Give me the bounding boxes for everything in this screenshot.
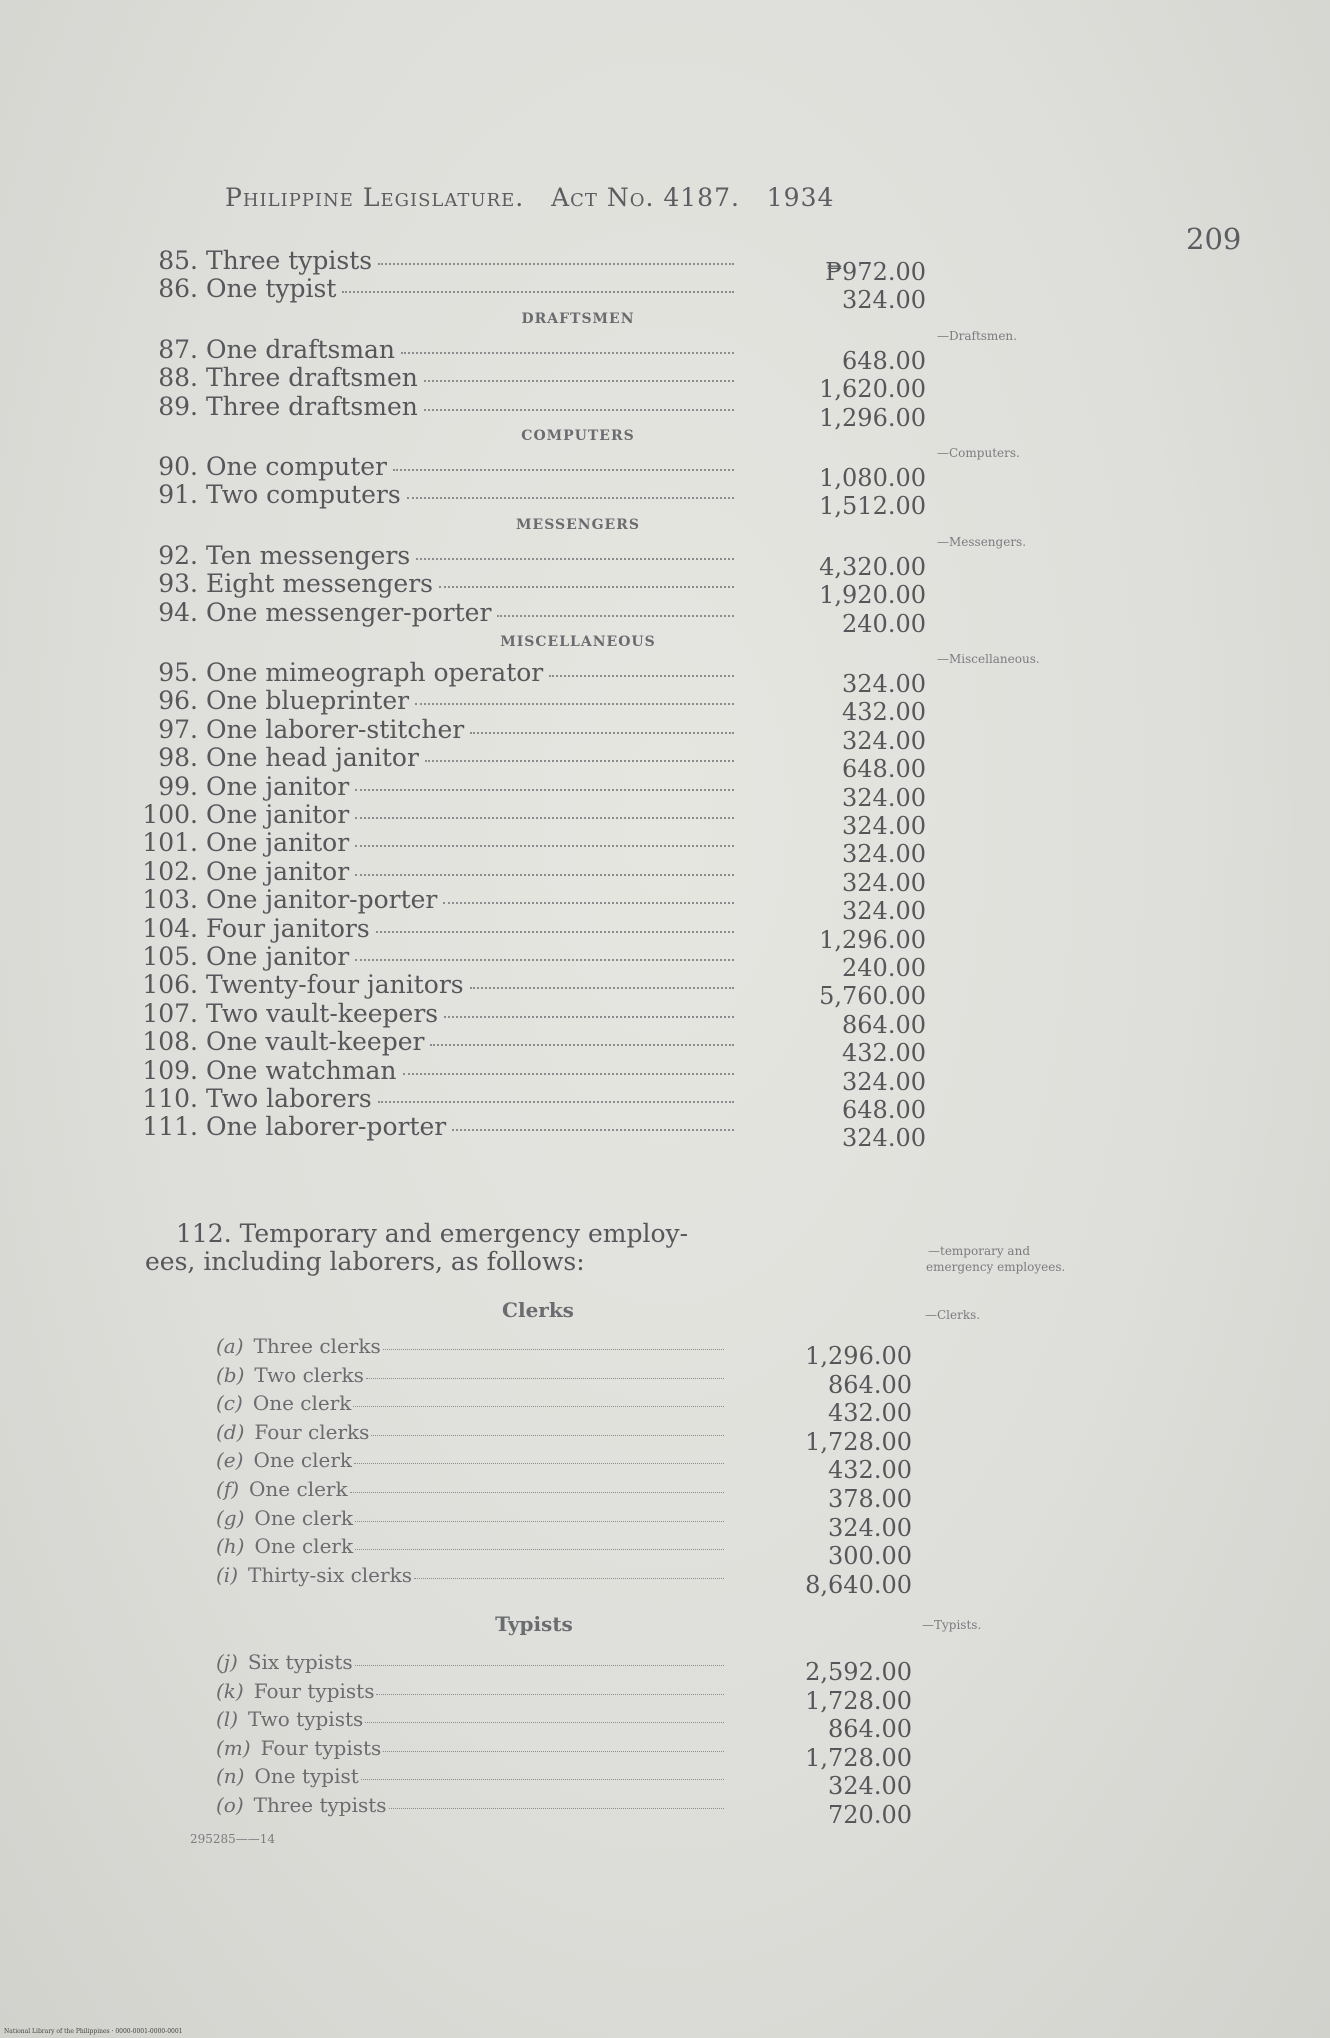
dot-leader [355,1665,724,1666]
row-description: Three typists [253,1793,387,1817]
item-amount: 648.00 [842,346,926,375]
line-item [140,772,740,800]
dot-leader [355,845,734,847]
line-item [140,392,740,420]
row-letter: (o) [216,1793,244,1817]
row-description: Two clerks [254,1362,364,1387]
dot-leader [365,1722,724,1723]
line-item [140,857,740,885]
row-amount: 1,728.00 [805,1686,912,1715]
dot-leader [430,1044,734,1046]
line-item [140,541,740,569]
item-number: 90. [158,452,198,481]
section-heading: MESSENGERS [516,516,640,533]
item-amount: ₱972.00 [825,258,926,286]
clerks-row [216,1563,726,1587]
item-amount: 1,920.00 [819,581,926,610]
act-number: Act No. 4187. [551,183,740,212]
item-number: 107. [142,998,198,1028]
line-item [140,686,740,714]
row-description: Three clerks [253,1334,381,1358]
item-description: One janitor [206,800,350,829]
line-item [140,1084,740,1112]
act-year: 1934 [766,183,835,212]
item-number: 97. [158,714,198,744]
item-amount: 324.00 [842,812,926,840]
margin-note: —Draftsmen. [937,328,1017,343]
item-description: One janitor [206,771,350,801]
dot-leader [414,1578,724,1579]
item-number: 111. [142,1112,198,1142]
dot-leader [497,615,734,617]
section-heading: DRAFTSMEN [521,310,635,327]
typists-row [216,1707,726,1731]
item-description: One blueprinter [206,686,410,716]
dot-leader [350,1492,724,1493]
line-item [140,1112,740,1140]
item-amount: 1,080.00 [819,464,926,492]
item-description: One janitor [206,828,350,858]
row-description: One clerk [254,1505,354,1530]
clerks-row [216,1448,726,1472]
row-amount: 324.00 [828,1772,912,1801]
dot-leader [366,1378,724,1379]
item-description: One janitor-porter [206,885,438,915]
line-item [140,246,740,274]
print-code: 295285——14 [190,1832,276,1846]
row-amount: 864.00 [828,1715,912,1744]
dot-leader [355,817,734,819]
dot-leader [378,1101,734,1103]
item-amount: 324.00 [842,670,926,698]
item-number: 87. [158,334,198,364]
item-number: 110. [142,1084,198,1113]
item-number: 106. [142,970,198,1000]
row-amount: 300.00 [828,1542,912,1571]
row-letter: (l) [216,1707,239,1732]
row-amount: 378.00 [828,1485,912,1513]
dot-leader [424,380,734,382]
item-description: Three draftsmen [206,363,418,393]
item-description: One mimeograph operator [206,658,544,687]
item-amount: 648.00 [842,755,926,784]
item-description: Three draftsmen [206,391,418,421]
item-number: 109. [142,1055,198,1085]
dot-leader [425,760,734,762]
scan-credit: National Library of the Philippines · 0000-0001-0000-0001 [4,2028,183,2035]
item-number: 85. [158,246,198,275]
typists-row [216,1650,726,1674]
dot-leader [355,789,734,791]
margin-note: —Miscellaneous. [937,652,1040,666]
row-description: Two typists [248,1707,364,1732]
line-item [140,800,740,828]
row-amount: 864.00 [828,1370,912,1399]
row-amount: 8,640.00 [805,1570,912,1599]
margin-note-temporary: —temporary and [928,1244,1030,1258]
row-description: One clerk [253,1448,353,1473]
item-amount: 324.00 [842,286,926,315]
item-number: 105. [142,942,198,971]
item-number: 100. [142,800,198,829]
dot-leader [371,1435,724,1436]
line-item [140,942,740,970]
typists-row [216,1764,726,1788]
row-letter: (j) [216,1650,238,1674]
item-description: Two vault-keepers [206,998,439,1028]
row-description: Four typists [253,1678,375,1703]
item-number: 95. [158,658,198,687]
line-item [140,363,740,391]
margin-note-emergency: emergency employees. [926,1260,1066,1274]
row-letter: (k) [216,1678,244,1703]
row-description: One clerk [249,1477,348,1501]
row-letter: (e) [216,1448,244,1473]
line-item [140,480,740,508]
row-amount: 432.00 [828,1456,912,1485]
item-number: 101. [142,828,198,858]
clerks-row [216,1391,726,1415]
clerks-row [216,1506,726,1530]
dot-leader [353,1406,724,1407]
item-amount: 1,296.00 [819,925,926,954]
item-number: 104. [142,913,198,943]
dot-leader [355,1549,724,1550]
item-description: One vault-keeper [206,1027,425,1057]
line-item [140,452,740,480]
row-letter: (i) [216,1562,239,1587]
item-amount: 324.00 [842,868,926,897]
section-heading: MISCELLANEOUS [500,634,656,650]
dot-leader [416,558,734,560]
item-description: Twenty-four janitors [206,970,464,1000]
clerks-row [216,1477,726,1501]
dot-leader [424,409,734,411]
dot-leader [355,874,734,876]
row-amount: 432.00 [828,1399,912,1428]
item-amount: 1,512.00 [819,492,926,521]
row-description: One clerk [252,1391,352,1416]
item-amount: 324.00 [842,1124,926,1153]
line-item [140,598,740,626]
row-letter: (c) [216,1391,243,1416]
row-description: Four typists [260,1735,382,1760]
row-amount: 324.00 [828,1513,912,1542]
dot-leader [376,1694,724,1695]
item-amount: 324.00 [842,840,926,869]
typists-heading: Typists [495,1612,573,1636]
row-letter: (m) [216,1735,251,1760]
page-number: 209 [1186,222,1242,256]
item-description: One watchman [206,1055,397,1085]
clerks-row [216,1420,726,1444]
item-description: One laborer-stitcher [206,714,465,744]
item-description: Two laborers [206,1084,372,1113]
item-description: Three typists [206,246,373,275]
item-description: One janitor [206,856,350,886]
dot-leader [470,987,734,989]
dot-leader [383,1349,724,1350]
item-description: One computer [206,452,387,481]
item-description: One janitor [206,942,350,971]
item-amount: 324.00 [842,783,926,812]
dot-leader [403,1073,734,1075]
item-number: 92. [158,540,198,570]
line-item [140,914,740,942]
item-amount: 432.00 [842,1039,926,1068]
dot-leader [439,586,734,588]
dot-leader [470,732,734,734]
item-amount: 648.00 [842,1096,926,1124]
typists-row [216,1793,726,1817]
item-112-line-2: ees, including laborers, as follows: [145,1247,585,1276]
item-amount: 1,296.00 [819,403,926,432]
line-item [140,335,740,363]
line-item [140,970,740,998]
item-description: One laborer-porter [206,1112,447,1142]
item-amount: 240.00 [842,954,926,982]
line-item [140,1056,740,1084]
dot-leader [401,352,734,354]
item-number: 108. [142,1027,198,1057]
line-item [140,569,740,597]
row-letter: (n) [216,1764,245,1789]
row-amount: 1,728.00 [805,1743,912,1772]
dot-leader [415,703,734,705]
item-amount: 324.00 [842,1067,926,1096]
dot-leader [452,1129,734,1131]
item-description: Ten messengers [206,540,411,570]
row-letter: (g) [216,1505,245,1530]
item-number: 96. [158,686,198,716]
typists-row [216,1736,726,1760]
row-amount: 1,728.00 [805,1427,912,1456]
item-description: One messenger-porter [206,597,492,627]
running-header [225,183,834,212]
margin-note-clerks: —Clerks. [925,1308,981,1322]
item-number: 94. [158,597,198,627]
dot-leader [355,959,734,961]
item-description: Two computers [206,480,401,510]
item-amount: 324.00 [842,726,926,755]
item-description: One draftsman [206,334,396,364]
item-112-line-1: 112. Temporary and emergency employ- [176,1219,689,1248]
dot-leader [342,291,734,293]
item-number: 98. [158,743,198,773]
item-amount: 432.00 [842,698,926,727]
line-item [140,885,740,913]
typists-row [216,1679,726,1703]
item-number: 88. [158,363,198,393]
item-amount: 4,320.00 [819,552,926,581]
margin-note: —Computers. [937,446,1020,460]
item-number: 99. [158,771,198,801]
row-description: Six typists [247,1650,353,1674]
dot-leader [376,931,734,933]
line-item [140,658,740,686]
dot-leader [361,1779,724,1780]
line-item [140,743,740,771]
item-description: Eight messengers [206,569,433,599]
item-number: 91. [158,480,198,510]
item-number: 93. [158,569,198,599]
row-letter: (f) [216,1477,240,1501]
dot-leader [549,675,734,677]
item-number: 86. [158,274,198,304]
dot-leader [444,1016,734,1018]
dot-leader [393,469,734,471]
dot-leader [443,902,734,904]
dot-leader [355,1521,724,1522]
line-item [140,1027,740,1055]
item-number: 89. [158,391,198,421]
margin-note-typists: —Typists. [922,1618,982,1632]
item-description: One head janitor [206,743,419,773]
dot-leader [378,263,734,265]
line-item [140,828,740,856]
item-amount: 1,620.00 [819,375,926,404]
row-letter: (h) [216,1534,245,1559]
dot-leader [389,1808,724,1809]
clerks-row [216,1534,726,1558]
item-number: 102. [142,856,198,886]
clerks-row [216,1334,726,1358]
section-heading: COMPUTERS [521,428,635,444]
row-description: One clerk [254,1534,354,1559]
margin-note: —Messengers. [937,534,1027,549]
clerks-heading: Clerks [502,1298,574,1322]
item-number: 103. [142,885,198,915]
dot-leader [407,497,734,499]
item-description: Four janitors [206,913,370,943]
item-amount: 5,760.00 [819,982,926,1011]
line-item [140,715,740,743]
row-description: Thirty-six clerks [248,1562,412,1587]
line-item [140,999,740,1027]
item-amount: 864.00 [842,1010,926,1039]
row-amount: 720.00 [828,1801,912,1829]
row-description: Four clerks [254,1419,370,1444]
item-amount: 324.00 [842,897,926,926]
item-description: One typist [206,274,337,304]
row-letter: (a) [216,1334,244,1358]
line-item [140,274,740,302]
row-letter: (d) [216,1419,245,1444]
row-amount: 2,592.00 [805,1658,912,1686]
legislature-title: Philippine Legislature. [225,183,525,212]
dot-leader [354,1463,724,1464]
dot-leader [383,1751,724,1752]
row-amount: 1,296.00 [805,1342,912,1370]
clerks-row [216,1363,726,1387]
row-letter: (b) [216,1362,245,1387]
item-amount: 240.00 [842,609,926,638]
row-description: One typist [254,1764,359,1789]
